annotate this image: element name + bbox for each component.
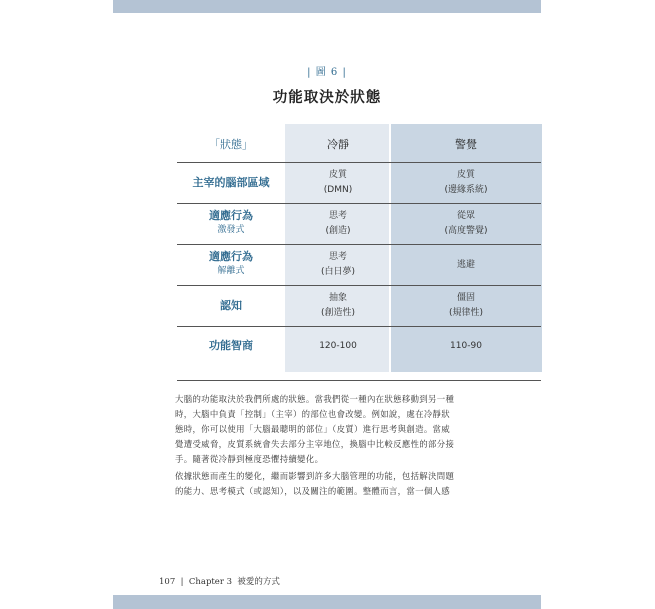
header-alert: 警覺 [455, 138, 477, 151]
table-bottom-rule [177, 380, 541, 381]
table-row-divider [177, 285, 541, 286]
cell-line: (高度警覺) [444, 226, 488, 236]
header-calm: 冷靜 [327, 138, 349, 151]
cell-line: 思考 [328, 211, 347, 221]
row-label-sub: 激發式 [217, 225, 245, 235]
cell-line: 皮質 [456, 170, 475, 180]
row-label-main: 適應行為 [209, 209, 253, 222]
cell-line: (白日夢) [320, 267, 356, 277]
cell-calm [285, 291, 391, 321]
cell-line: (邊緣系統) [444, 185, 488, 195]
table-row-divider [177, 244, 541, 245]
book-page [113, 0, 541, 609]
row-label-main: 認知 [220, 299, 242, 312]
cell-line: 110-90 [450, 341, 482, 351]
text-line: 依據狀態而產生的變化，繼而影響到許多大腦管理的功能，包括解決問題 [175, 471, 455, 481]
text-line: 時，大腦中負責「控制」（主宰）的部位也會改變。例如說，處在冷靜狀 [175, 409, 451, 419]
cell-line: (創造) [325, 226, 351, 236]
chapter-label: Chapter 3 [188, 577, 233, 587]
text-line: 大腦的功能取決於我們所處的狀態。當我們從一種內在狀態移動到另一種 [175, 394, 455, 404]
bottom-color-strip [113, 595, 541, 609]
chapter-title: 被愛的方式 [237, 577, 280, 587]
header-state: 「狀態」 [209, 138, 253, 151]
body-paragraph-2 [175, 469, 543, 499]
table-header-rule [177, 162, 541, 163]
page-footer: 107 | Chapter 3 被愛的方式 [159, 577, 280, 587]
top-color-strip [113, 0, 541, 13]
row-label-sub: 解離式 [217, 266, 245, 276]
row-label-cognition [177, 299, 285, 313]
text-line: 手。隨著從冷靜到極度恐懼持續變化。 [175, 454, 324, 464]
body-paragraph-1 [175, 392, 543, 467]
cell-line: 從眾 [456, 211, 475, 221]
cell-line: 思考 [328, 252, 347, 262]
table-row-divider [177, 326, 541, 327]
figure-label: | 圖 6 | [307, 67, 347, 78]
row-label-brain-region [177, 176, 285, 190]
cell-alert [391, 291, 541, 321]
table-row-divider [177, 203, 541, 204]
cell-alert [391, 258, 541, 273]
cell-line: 逃避 [456, 260, 475, 270]
cell-calm [285, 339, 391, 354]
cell-line: 抽象 [328, 293, 347, 303]
text-line: 態時，你可以使用「大腦最聰明的部位」（皮質）進行思考與創造。當威 [175, 424, 451, 434]
cell-calm [285, 250, 391, 280]
cell-calm [285, 209, 391, 239]
row-label-adaptive-hyperarousal [177, 209, 285, 237]
cell-line: (規律性) [448, 308, 484, 318]
row-label-functional-iq [177, 339, 285, 353]
cell-line: (DMN) [323, 185, 353, 195]
row-label-adaptive-dissociative [177, 250, 285, 278]
row-label-main: 主宰的腦部區域 [192, 176, 270, 189]
row-label-main: 適應行為 [209, 250, 253, 263]
figure-title: 功能取決於狀態 [272, 90, 382, 106]
cell-alert [391, 168, 541, 198]
page-number: 107 [159, 577, 176, 587]
text-line: 覺遭受威脅，皮質系統會失去部分主宰地位，換腦中比較反應性的部分接 [175, 439, 455, 449]
cell-line: 120-100 [319, 341, 357, 351]
cell-line: 僵固 [456, 293, 475, 303]
text-line: 的能力、思考模式（或認知），以及關注的範圍。整體而言，當一個人感 [175, 486, 451, 496]
cell-calm [285, 168, 391, 198]
row-label-main: 功能智商 [209, 339, 253, 352]
cell-line: (創造性) [320, 308, 356, 318]
cell-alert [391, 339, 541, 354]
cell-alert [391, 209, 541, 239]
cell-line: 皮質 [328, 170, 347, 180]
